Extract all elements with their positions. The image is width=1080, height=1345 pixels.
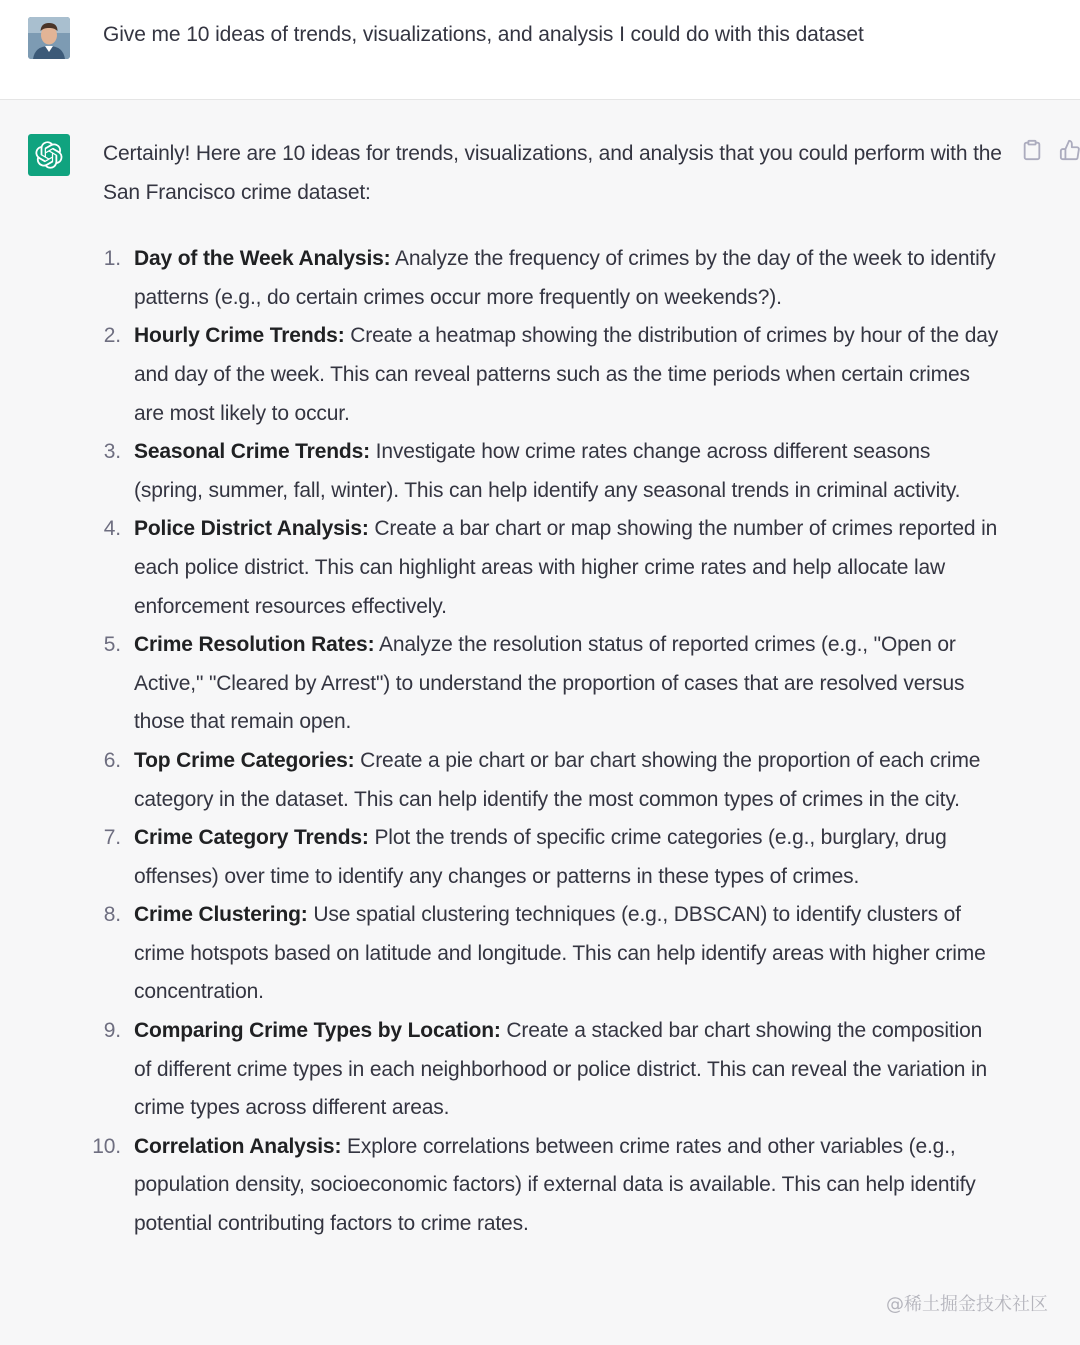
openai-logo-icon — [35, 141, 63, 169]
list-number: 4. — [103, 517, 121, 541]
idea-title: Crime Category Trends: — [134, 826, 369, 850]
idea-title: Correlation Analysis: — [134, 1134, 342, 1158]
list-number: 1. — [103, 247, 121, 271]
idea-title: Seasonal Crime Trends: — [134, 440, 370, 464]
idea-title: Comparing Crime Types by Location: — [134, 1019, 501, 1043]
idea-text: Create a bar chart or map showing the number of crimes reported in each police district. This can highlight areas with higher crime rates and help allocate law enforcement resources effectively. — [134, 517, 998, 618]
list-item — [103, 433, 1003, 510]
user-message-text: Give me 10 ideas of trends, visualizations, and analysis I could do with this dataset — [103, 23, 864, 46]
list-number: 7. — [103, 826, 121, 850]
idea-title: Top Crime Categories: — [134, 748, 355, 772]
assistant-message-content — [92, 135, 1003, 1244]
idea-text: Create a heatmap showing the distribution of crimes by hour of the day and day of the week. This can reveal patterns such as the time periods when certain crimes are most likely to occur. — [134, 324, 999, 425]
list-item — [103, 240, 1003, 317]
list-number: 10. — [92, 1134, 121, 1158]
message-actions — [1020, 138, 1080, 162]
idea-title: Day of the Week Analysis: — [134, 247, 391, 271]
list-item — [92, 1128, 1003, 1244]
clipboard-icon — [1021, 139, 1043, 161]
list-item — [103, 626, 1003, 742]
assistant-avatar — [28, 134, 70, 176]
idea-text: Investigate how crime rates change across different seasons (spring, summer, fall, winter). This can help identify any seasonal trends in criminal activity. — [134, 440, 961, 502]
list-item — [103, 317, 1003, 433]
list-number: 9. — [103, 1019, 121, 1043]
idea-text: Plot the trends of specific crime categories (e.g., burglary, drug offenses) over time to identify any changes or patterns in these types of crimes. — [134, 826, 947, 888]
idea-text: Use spatial clustering techniques (e.g., DBSCAN) to identify clusters of crime hotspots based on latitude and longitude. This can help identify areas with higher crime concentration. — [134, 903, 986, 1004]
user-avatar-photo-icon — [28, 17, 70, 59]
idea-text: Analyze the frequency of crimes by the day of the week to identify patterns (e.g., do certain crimes occur more frequently on weekends?). — [134, 247, 996, 309]
idea-text: Create a pie chart or bar chart showing the proportion of each crime category in the dataset. This can help identify the most common types of crimes in the city. — [134, 748, 981, 811]
list-item — [103, 510, 1003, 626]
list-number: 6. — [103, 748, 121, 772]
idea-title: Hourly Crime Trends: — [134, 324, 345, 348]
thumbs-up-icon — [1059, 139, 1080, 161]
list-number: 8. — [103, 903, 121, 927]
idea-title: Crime Clustering: — [134, 903, 308, 927]
list-number: 2. — [103, 324, 121, 348]
idea-title: Police District Analysis: — [134, 517, 369, 541]
assistant-message-row — [0, 100, 1080, 1345]
list-item — [103, 896, 1003, 1012]
thumbs-up-button[interactable] — [1058, 138, 1080, 162]
list-item — [103, 742, 1003, 819]
list-number: 5. — [103, 633, 121, 657]
ideas-list — [92, 240, 1003, 1243]
list-item — [103, 819, 1003, 896]
user-avatar — [28, 17, 70, 59]
idea-text: Explore correlations between crime rates and other variables (e.g., population density, socioeconomic factors) if external data is available. This can help identify potential contributing factors to crime rates. — [134, 1134, 976, 1236]
assistant-intro: Certainly! Here are 10 ideas for trends, visualizations, and analysis that you could perform with the San Francisco crime dataset: — [103, 142, 1002, 204]
list-item — [103, 1012, 1003, 1128]
idea-text: Analyze the resolution status of reported crimes (e.g., "Open or Active," "Cleared by Arrest") to understand the proportion of cases that are resolved versus those that remain open. — [134, 633, 965, 734]
idea-title: Crime Resolution Rates: — [134, 633, 375, 657]
copy-button[interactable] — [1020, 138, 1044, 162]
user-message-row — [0, 0, 1080, 100]
list-number: 3. — [103, 440, 121, 464]
idea-text: Create a stacked bar chart showing the composition of different crime types in each neighborhood or police district. This can reveal the variation in crime types across different areas. — [134, 1019, 987, 1120]
watermark: @稀土掘金技术社区 — [886, 1294, 1048, 1315]
